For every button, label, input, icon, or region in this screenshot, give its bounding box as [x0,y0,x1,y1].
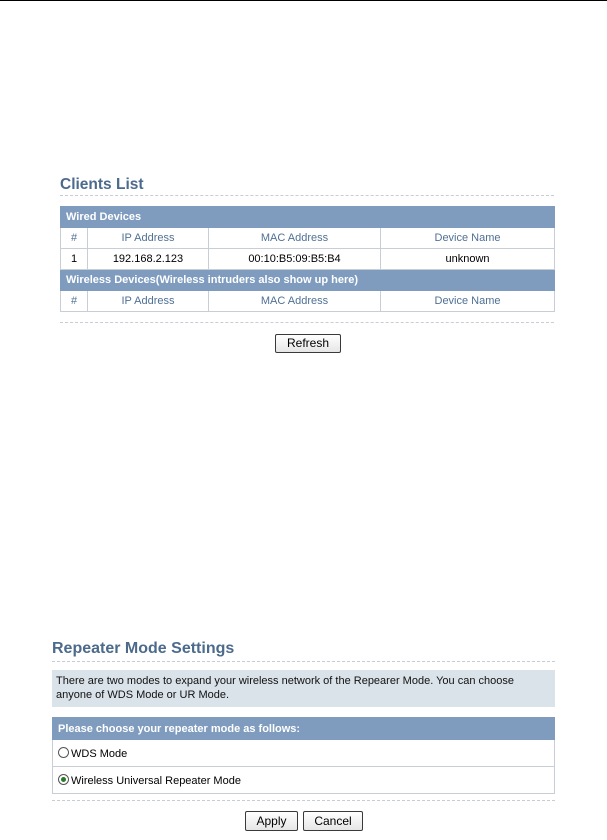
table-row [61,249,555,270]
col-header-mac-address: MAC Address [209,291,381,312]
repeater-prompt-header: Please choose your repeater mode as follows: [53,718,555,740]
wds-mode-option[interactable] [53,740,555,767]
col-header-ip-address: IP Address [88,291,209,312]
col-header-ip-address: IP Address [88,228,209,249]
row-mac-address: 00:10:B5:09:B5:B4 [209,249,381,270]
repeater-description: There are two modes to expand your wireless network of the Repearer Mode. You can choose anyone of WDS Mode or UR Mode. [52,670,555,707]
row-device-name: unknown [381,249,555,270]
universal-repeater-label[interactable]: Wireless Universal Repeater Mode [71,774,241,787]
cancel-button[interactable]: Cancel [303,811,363,831]
settings-divider [52,800,555,801]
wireless-column-headers [61,291,555,312]
title-divider [60,195,554,196]
refresh-button[interactable]: Refresh [275,334,341,353]
wds-mode-radio[interactable] [58,747,69,758]
clients-list-title: Clients List [60,176,144,193]
wireless-devices-header: Wireless Devices(Wireless intruders also show up here) [61,270,555,291]
wired-column-headers [61,228,555,249]
col-header-device-name: Device Name [381,291,555,312]
col-header-device-name: Device Name [381,228,555,249]
wired-devices-header: Wired Devices [61,207,555,228]
col-header-number: # [61,291,88,312]
apply-button[interactable]: Apply [245,811,298,831]
row-number: 1 [61,249,88,270]
universal-repeater-option[interactable] [53,767,555,794]
universal-repeater-radio[interactable] [58,774,69,785]
col-header-number: # [61,228,88,249]
wds-mode-label[interactable]: WDS Mode [71,747,128,760]
col-header-mac-address: MAC Address [209,228,381,249]
repeater-mode-title: Repeater Mode Settings [52,640,235,657]
title-divider [52,661,555,662]
table-divider [60,322,554,323]
clients-table [60,206,555,312]
top-rule [0,0,607,1]
repeater-mode-table [52,717,555,794]
row-ip-address: 192.168.2.123 [88,249,209,270]
